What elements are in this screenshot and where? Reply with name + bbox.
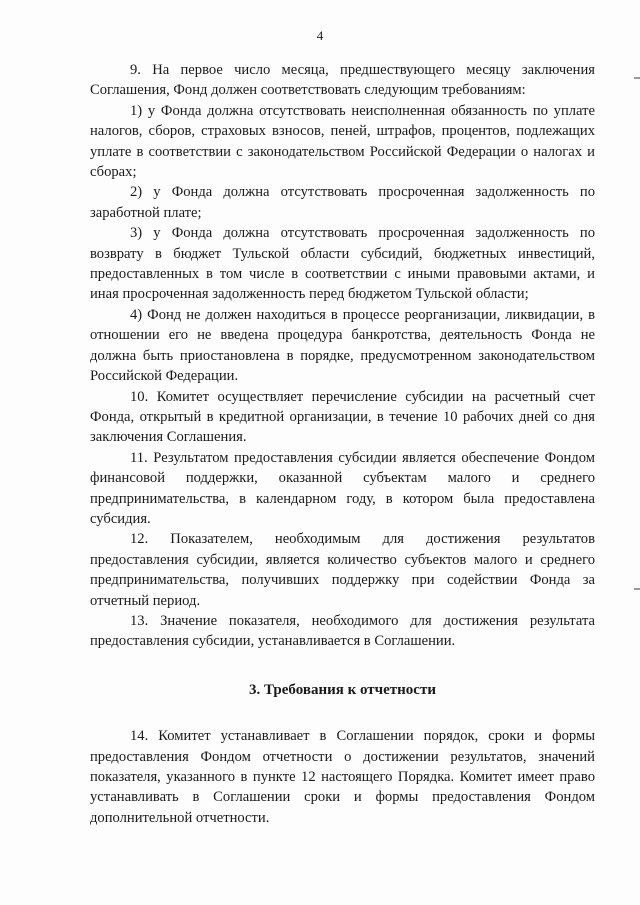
paragraph-9-item-1: 1) у Фонда должна отсутствовать неисполненная обязанность по уплате налогов, сборов, страховых взносов, пеней, штрафов, процентов, подлежащих уплате в соответствии с законодательством Российской Федерации о налогах и сборах; bbox=[90, 102, 595, 181]
scan-edge-mark bbox=[634, 77, 640, 79]
paragraph-9-item-3: 3) у Фонда должна отсутствовать просроченная задолженность по возврату в бюджет Тульской области субсидий, бюджетных инвестиций, предоставленных в том числе в соответствии с иными правовыми актами, и иная просроченная задолженность перед бюджетом Тульской области; bbox=[90, 225, 595, 303]
paragraph-13: 13. Значение показателя, необходимого для достижения результата предоставления субсидии, устанавливается в Соглашении. bbox=[90, 612, 595, 650]
paragraph-10: 10. Комитет осуществляет перечисление субсидии на расчетный счет Фонда, открытый в кредитной организации, в течение 10 рабочих дней со дня заключения Соглашения. bbox=[90, 388, 595, 446]
paragraph-12: 12. Показателем, необходимым для достижения результатов предоставления субсидии, является количество субъектов малого и среднего предпринимательства, получивших поддержку при содействии Фонда за отчетный период. bbox=[90, 531, 595, 609]
paragraph-9: 9. На первое число месяца, предшествующего месяцу заключения Соглашения, Фонд должен соответствовать следующим требованиям: bbox=[90, 62, 595, 99]
paragraph-11: 11. Результатом предоставления субсидии является обеспечение Фондом финансовой поддержки, оказанной субъектам малого и среднего предпринимательства, в календарном году, в котором была предоставлена субсидия. bbox=[90, 449, 595, 527]
section-heading: 3. Требования к отчетности bbox=[249, 681, 436, 698]
scan-edge-mark bbox=[634, 588, 640, 590]
paragraph-9-item-4: 4) Фонд не должен находиться в процессе реорганизации, ликвидации, в отношении его не введена процедура банкротства, деятельность Фонда не должна быть приостановлена в порядке, предусмотренном законодательством Российской Федерации. bbox=[90, 306, 595, 385]
document-body bbox=[90, 60, 595, 828]
paragraph-9-item-2: 2) у Фонда должна отсутствовать просроченная задолженность по заработной плате; bbox=[90, 184, 595, 221]
paragraph-14: 14. Комитет устанавливает в Соглашении порядок, сроки и формы предоставления Фондом отчетности о достижении результатов, значений показателя, указанного в пункте 12 настоящего Порядка. Комитет имеет право устанавливать в Соглашении сроки и формы предоставления Фондом дополнительной отчетности. bbox=[90, 728, 595, 826]
page-number: 4 bbox=[316, 28, 324, 43]
